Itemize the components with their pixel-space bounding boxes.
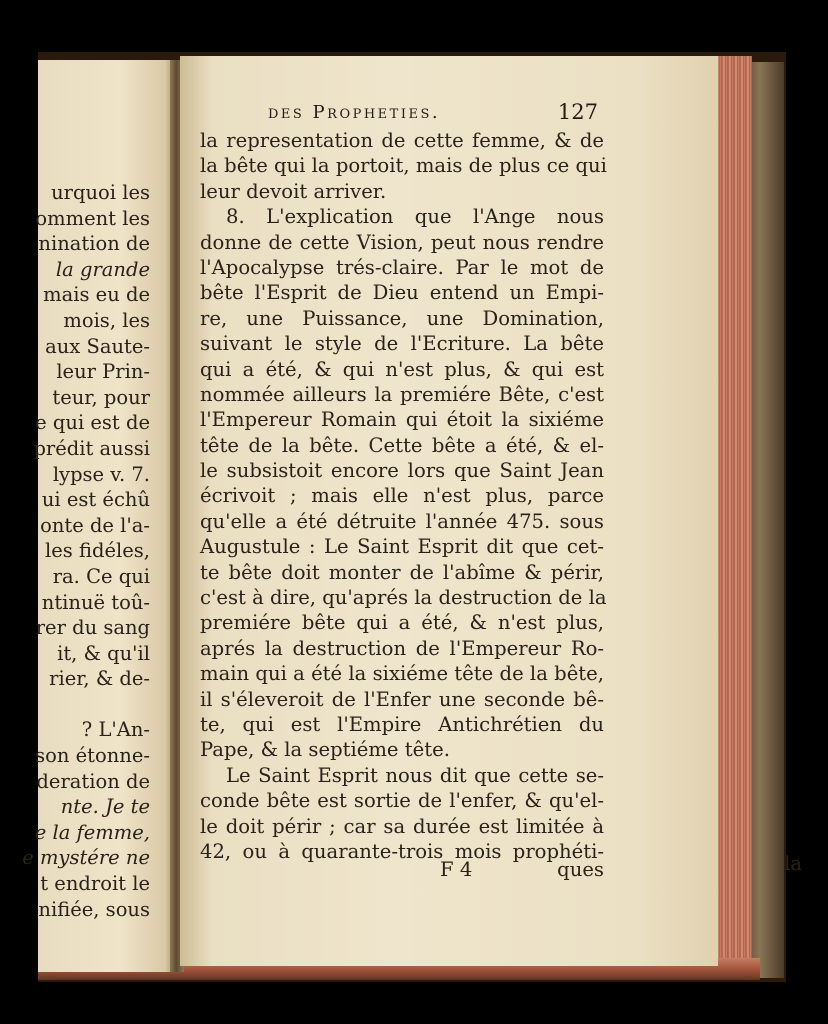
text-line: le doit périr ; car sa durée est limitée à [200,814,604,838]
left-line: nte. Je te [60,795,150,819]
left-line: mais eu de [43,283,150,307]
text-line: te bête doit monter de l'abîme & périr, [200,560,604,584]
left-line: ntinuë toû- [41,590,150,614]
left-page [22,60,176,972]
text-line: écrivoit ; mais elle n'est plus, parce [200,484,604,508]
left-line: aux Saute- [45,334,150,358]
text-line: main qui a été la sixiéme tête de la bête, [200,662,604,686]
left-page-text [0,180,150,922]
left-line: e qui est de [35,411,150,435]
running-head: des Propheties. [268,102,441,123]
text-line: 42, ou à quarante-trois mois prophéti- [200,839,604,863]
text-line: l'Apocalypse trés-claire. Par le mot de [200,255,604,279]
left-line: lypse v. 7. [52,462,150,486]
text-line: Augustule : Le Saint Esprit dit que cet- [200,535,604,559]
left-line: prédit aussi [33,436,150,460]
left-line: it, & qu'il [57,641,150,665]
left-line: la grande [55,257,150,281]
text-line: suivant le style de l'Ecriture. La bête [200,332,604,356]
page-footer [200,858,604,884]
left-line: les fidéles, [45,539,150,563]
text-line: la bête qui la portoit, mais de plus ce qui [200,154,607,178]
text-line: donne de cette Vision, peut nous rendre [200,230,604,254]
left-line: onte de l'a- [40,513,150,537]
text-line: qui a été, & qui n'est plus, & qui est [200,357,604,381]
text-line: conde bête est sortie de l'enfer, & qu'el- [200,789,604,813]
left-line: ui est échû [41,488,150,512]
left-line: son étonne- [35,744,150,768]
text-line: il s'éleveroit de l'Enfer une seconde bê- [200,687,604,711]
text-line: qu'elle a été détruite l'année 475. sous [200,509,604,533]
left-line: omment les [35,206,150,230]
text-line: c'est à dire, qu'aprés la destruction de la [200,586,607,610]
left-line: rier, & de- [49,667,150,691]
page-number: 127 [557,100,598,124]
text-line: aprés la destruction de l'Empereur Ro- [200,636,604,660]
left-line: leur Prin- [56,360,150,384]
text-line: tête de la bête. Cette bête a été, & el- [200,433,604,457]
text-line: l'Empereur Romain qui étoit la sixiéme [200,408,604,432]
left-line: urquoi les [51,181,150,204]
text-line: te, qui est l'Empire Antichrétien du [200,712,604,736]
text-line: le subsistoit encore lors que Saint Jean [200,459,604,483]
left-page-catchword: la [784,852,802,875]
text-line: premiére bête qui a été, & n'est plus, [200,611,604,635]
text-line: la representation de cette femme, & de [200,129,604,152]
left-line: t endroit le [40,872,150,896]
left-line: e la femme, [34,820,150,844]
text-line: bête l'Esprit de Dieu entend un Empi- [200,281,604,305]
left-line: nifiée, sous [38,897,150,921]
left-line: ? L'An- [81,718,150,742]
page-header [268,100,598,128]
text-line: re, une Puissance, une Domination, [200,306,604,330]
text-line: Le Saint Esprit nous dit que cette se- [226,763,604,787]
text-line: 8. L'explication que l'Ange nous [226,205,604,229]
left-line: e mystére ne [22,846,150,870]
left-line: ra. Ce qui [52,564,150,588]
signature-mark: F 4 [440,858,473,881]
left-line: rer du sang [35,616,150,640]
text-line: Pape, & la septiéme tête. [200,738,450,762]
right-page-text [200,128,607,864]
catchword: ques [557,858,604,881]
left-line [0,692,150,718]
left-line: deration de [36,769,150,793]
left-line: teur, pour [52,385,150,409]
text-line: leur devoit arriver. [200,179,387,203]
left-line: mois, les [63,308,150,332]
text-line: nommée ailleurs la premiére Bête, c'est [200,382,604,406]
left-line: nination de [38,232,150,256]
